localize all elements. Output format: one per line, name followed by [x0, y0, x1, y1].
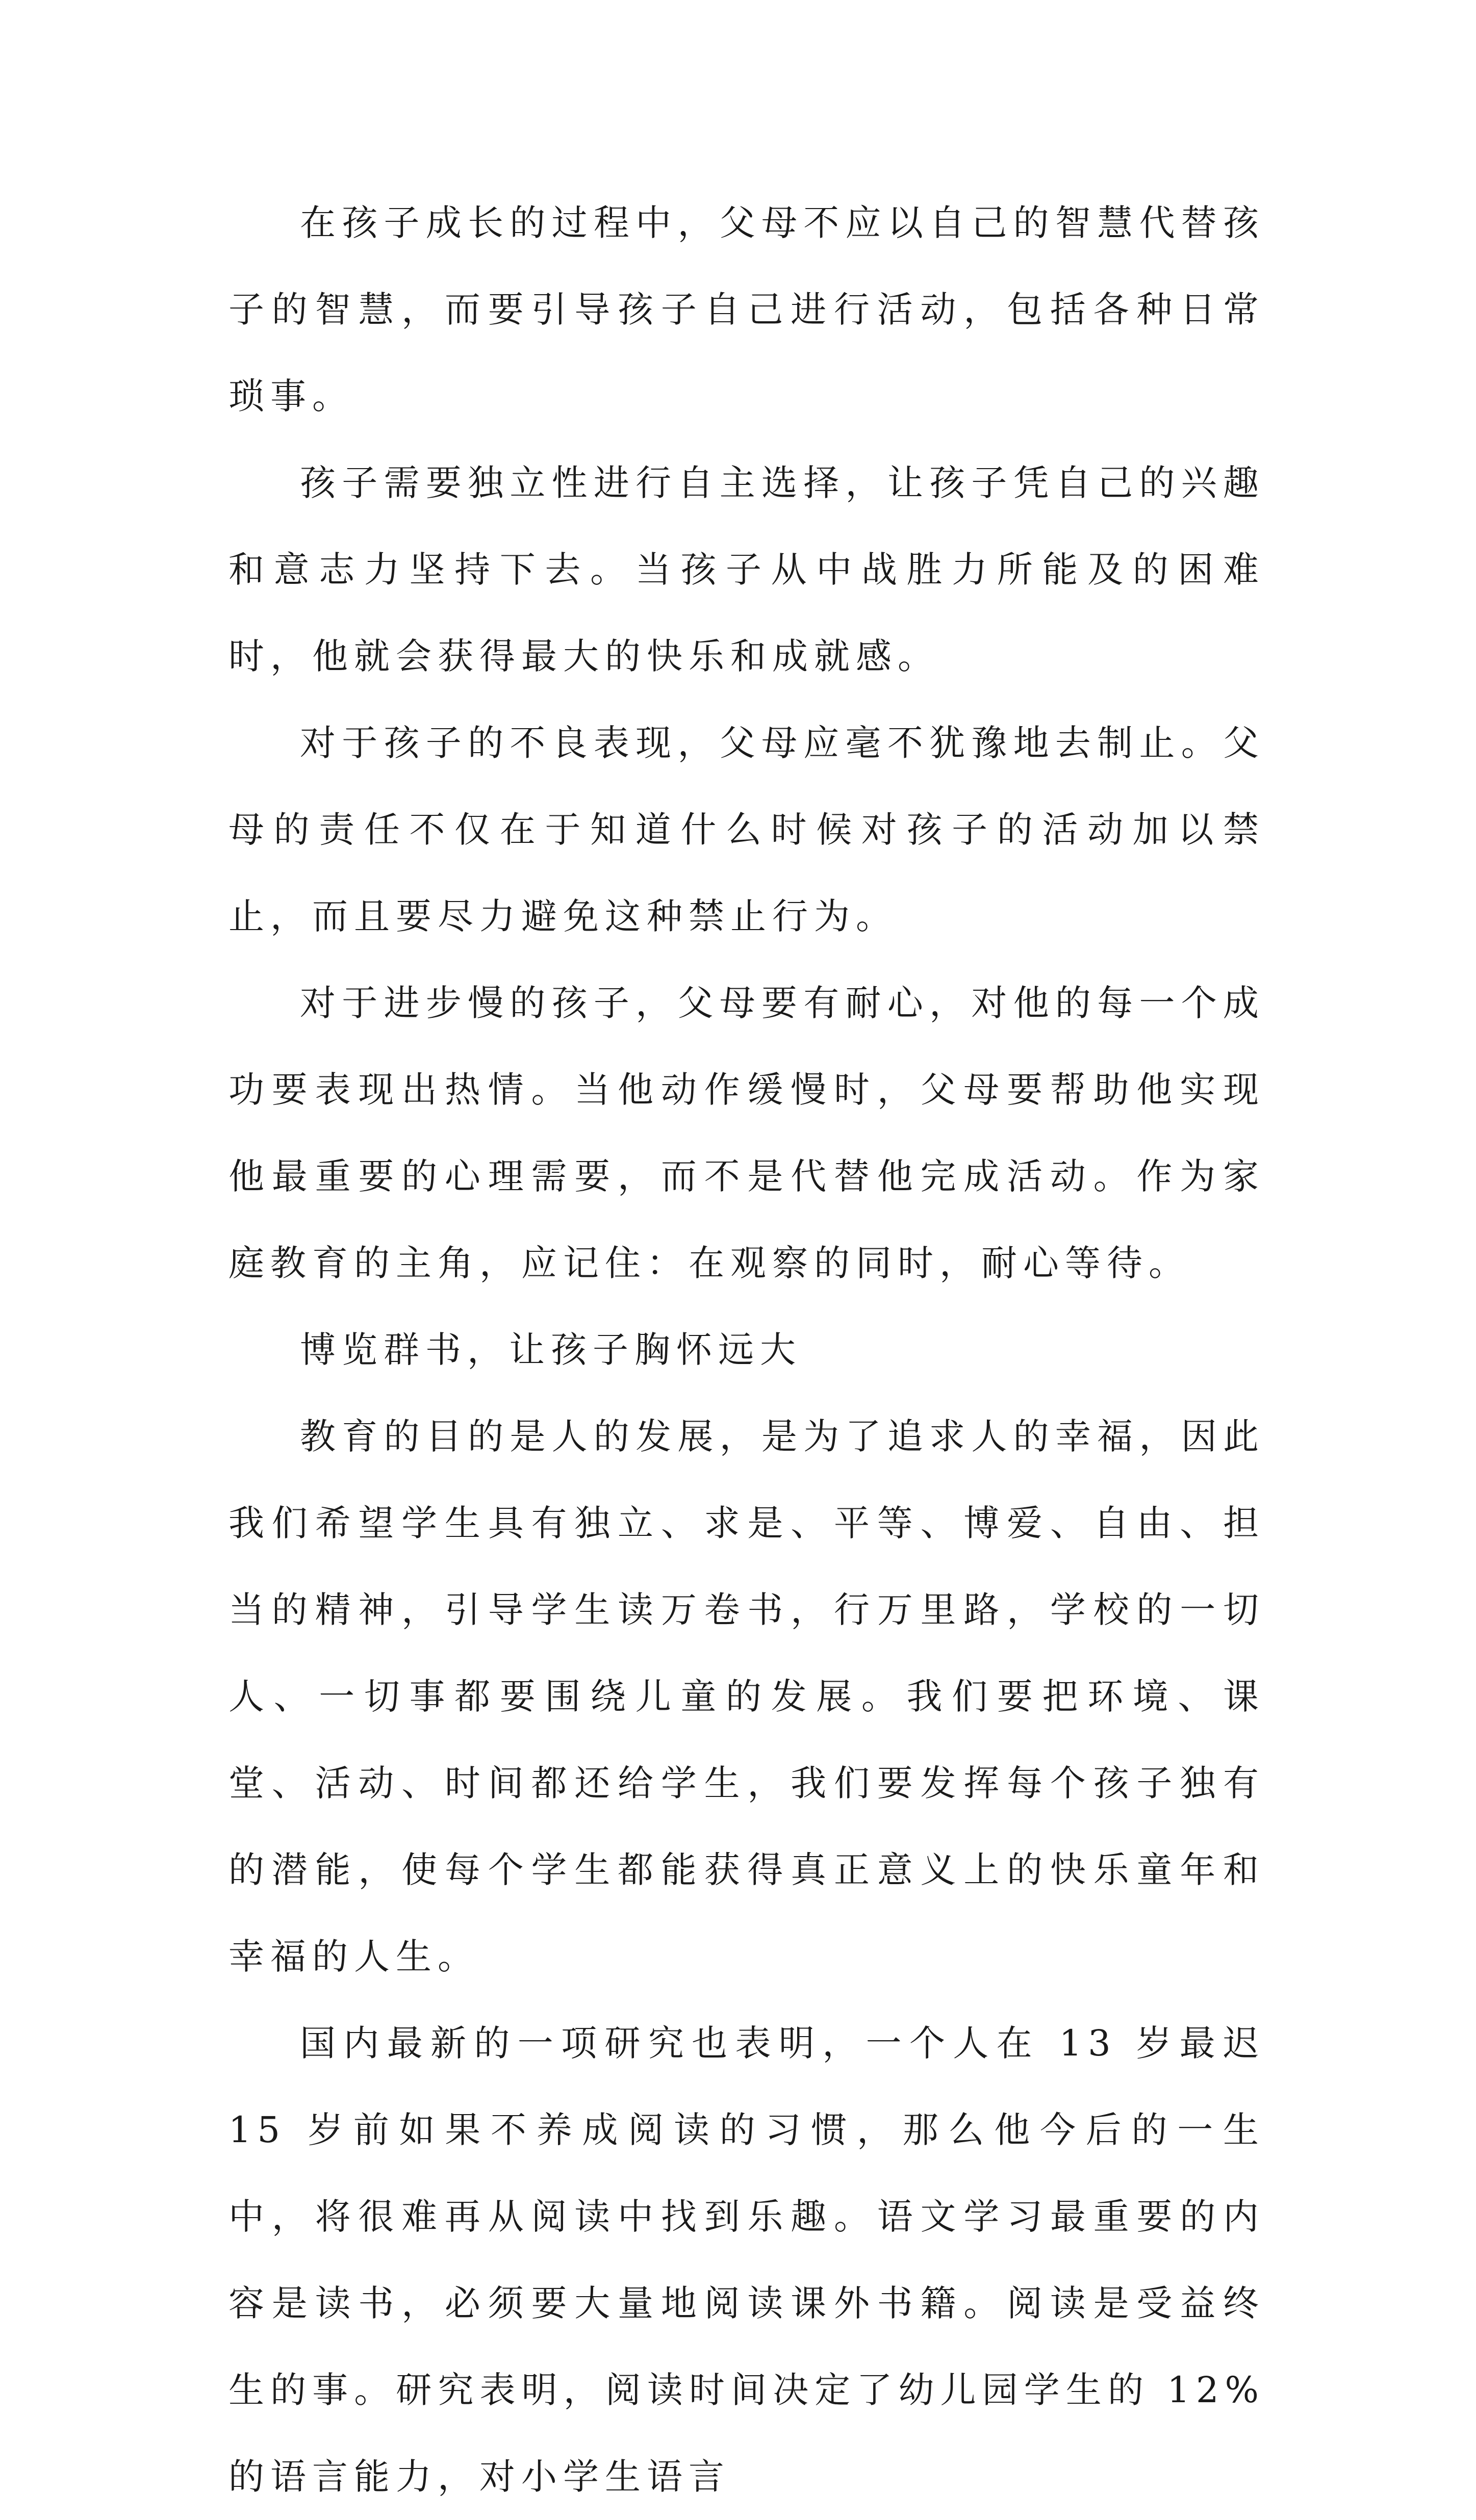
paragraph-4: 对于进步慢的孩子，父母要有耐心，对他的每一个成功要表现出热情。当他动作缓慢时，父母要帮助他实现他最重要的心理需要，而不是代替他完成活动。作为家庭教育的主角，应记住：在观察的同时，耐心等待。 — [228, 982, 1265, 1284]
paragraph-1: 在孩子成长的过程中，父母不应以自己的智慧代替孩子的智慧，而要引导孩子自己进行活动，包括各种日常琐事。 — [228, 202, 1265, 417]
body-text — [228, 179, 1265, 2520]
section-heading: 博览群书，让孩子胸怀远大 — [300, 1329, 802, 1371]
paragraph-3: 对于孩子的不良表现，父母应毫不犹豫地去制止。父母的责任不仅在于知道什么时候对孩子的活动加以禁止，而且要尽力避免这种禁止行为。 — [228, 722, 1265, 937]
paragraph-5: 教育的目的是人的发展，是为了追求人的幸福，因此我们希望学生具有独立、求是、平等、博爱、自由、担当的精神，引导学生读万卷书，行万里路，学校的一切人、一切事都要围绕儿童的发展。我们要把环境、课堂、活动、时间都还给学生，我们要发挥每个孩子独有的潜能，使每个学生都能获得真正意义上的快乐童年和幸福的人生。 — [228, 1416, 1265, 1977]
paragraph-2: 孩子需要独立性进行自主选择，让孩子凭自己的兴趣和意志力坚持下去。当孩子从中战胜力所能及的困难时，他就会获得最大的快乐和成就感。 — [228, 462, 1265, 677]
paragraph-6: 国内最新的一项研究也表明，一个人在 13 岁最迟 15 岁前如果不养成阅读的习惯，那么他今后的一生中，将很难再从阅读中找到乐趣。语文学习最重要的内容是读书，必须要大量地阅读课外书籍。阅读是受益终生的事。研究表明，阅读时间决定了幼儿园学生的 12%的语言能力，对小学生语言 — [228, 2022, 1265, 2498]
